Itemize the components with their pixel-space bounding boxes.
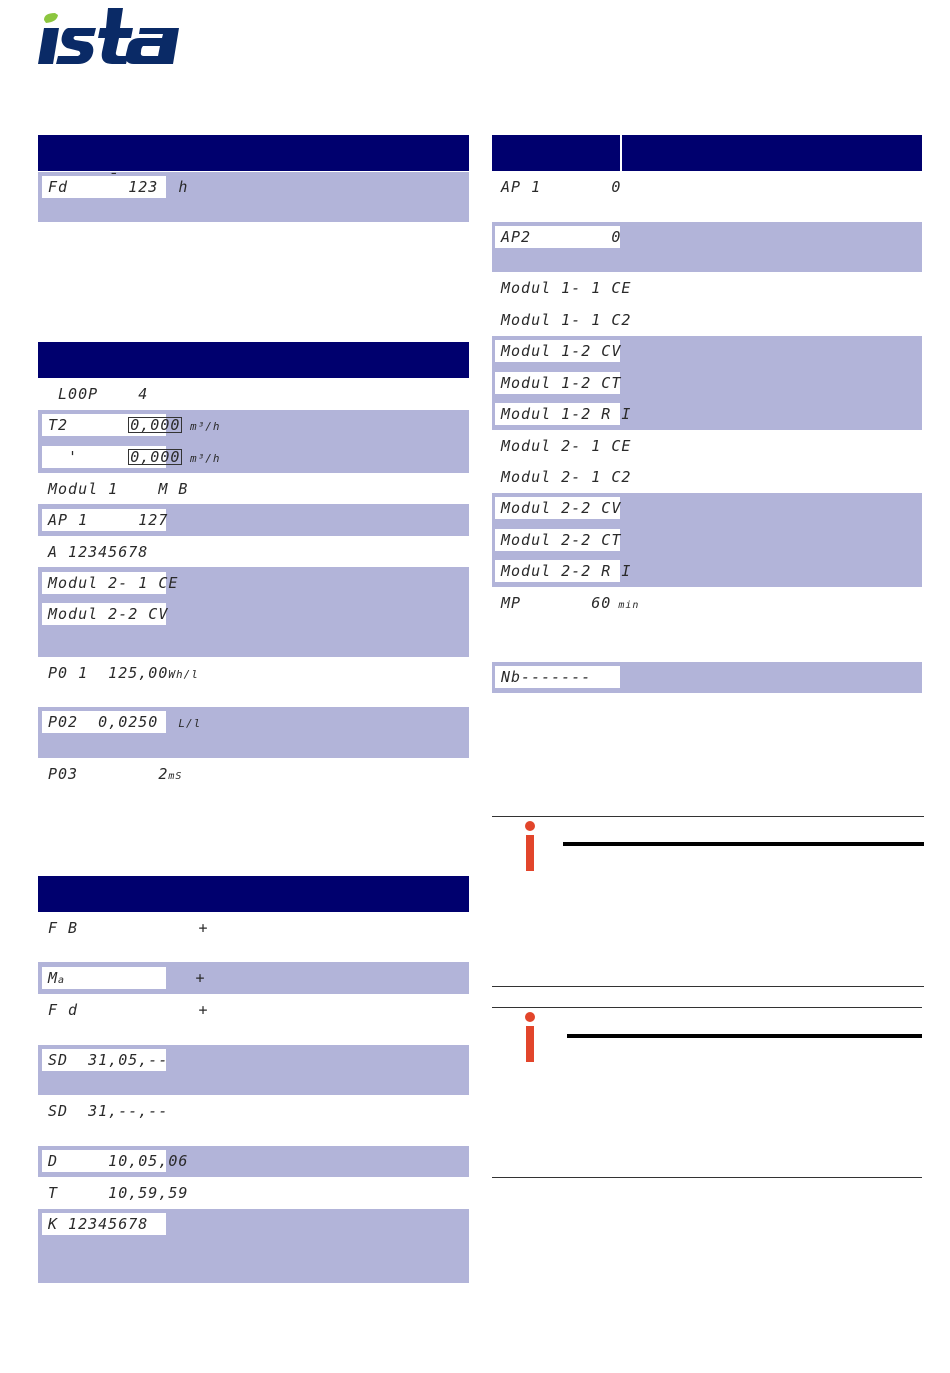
note1-heading-rule bbox=[563, 842, 924, 846]
lcd-text: 123 h bbox=[118, 178, 189, 196]
lcd-r-m12ct: Modul 1-2 CT bbox=[495, 372, 620, 394]
lcd-unit: m³/h bbox=[182, 420, 221, 433]
lcd-r-m22cv: Modul 2-2 CV bbox=[495, 497, 620, 519]
right-table-header-left bbox=[492, 135, 620, 171]
lcd-r-m22ct: Modul 2-2 CT bbox=[495, 529, 620, 551]
table2-header bbox=[38, 342, 469, 378]
lcd-t2-flow bbox=[42, 414, 221, 436]
lcd-r-m12ri: Modul 1-2 R I bbox=[495, 403, 620, 425]
lcd-mark: ¯ bbox=[108, 170, 119, 188]
lcd-fb: F B + bbox=[48, 919, 209, 937]
lcd-sd2: SD 31,--,-- bbox=[48, 1102, 169, 1120]
lcd-unit: mS bbox=[168, 771, 183, 782]
note2-heading-rule bbox=[567, 1034, 922, 1038]
lcd-flow-rate bbox=[42, 446, 221, 468]
lcd-boxed-value: 0,000 bbox=[130, 416, 181, 434]
lcd-r-ap1: AP 1 0 bbox=[501, 178, 622, 196]
lcd-a-number: A 12345678 bbox=[48, 543, 149, 561]
lcd-unit: Wh/l bbox=[168, 668, 199, 681]
lcd-modul1: Modul 1 M B bbox=[48, 480, 189, 498]
note1-bottom-rule bbox=[492, 986, 924, 987]
lcd-po2 bbox=[42, 711, 202, 733]
lcd-text: T2 bbox=[48, 416, 129, 434]
logo-dot-icon bbox=[44, 13, 58, 23]
lcd-text: M bbox=[48, 969, 59, 987]
lcd-r-m22ri: Modul 2-2 R I bbox=[495, 560, 620, 582]
lcd-r-m12cv: Modul 1-2 CV bbox=[495, 340, 620, 362]
lcd-boxed-value: 0,000 bbox=[130, 448, 181, 466]
lcd-text: ' bbox=[48, 448, 129, 466]
note2-bottom-rule bbox=[492, 1177, 922, 1178]
lcd-r-nb: Nb------- bbox=[495, 666, 620, 688]
lcd-text: P0 1 125,00 bbox=[48, 664, 169, 682]
lcd-r-m21ce: Modul 2- 1 CE bbox=[501, 437, 632, 455]
lcd-k-number: K 12345678 bbox=[42, 1213, 166, 1235]
note2-top-rule bbox=[492, 1007, 922, 1008]
ista-logo bbox=[38, 4, 183, 68]
lcd-text: + bbox=[65, 969, 206, 987]
lcd-fd: F d + bbox=[48, 1001, 209, 1019]
lcd-modul22: Modul 2-2 CV bbox=[42, 603, 166, 625]
info-icon bbox=[523, 1012, 537, 1064]
lcd-r-m21c2: Modul 2- 1 C2 bbox=[501, 468, 632, 486]
lcd-r-m11c2: Modul 1- 1 C2 bbox=[501, 311, 632, 329]
lcd-po3 bbox=[42, 763, 183, 785]
lcd-modul21: Modul 2- 1 CE bbox=[42, 572, 166, 594]
info-icon bbox=[523, 821, 537, 873]
lcd-unit: m³/h bbox=[182, 452, 221, 465]
table1-header bbox=[38, 135, 469, 171]
lcd-text: Fd bbox=[48, 178, 109, 196]
lcd-loop: L00P 4 bbox=[48, 385, 149, 403]
lcd-text: P02 0,0250 bbox=[48, 713, 179, 731]
lcd-r-mp bbox=[495, 592, 640, 614]
lcd-ap1: AP 1 127 bbox=[42, 509, 166, 531]
lcd-fd-hours bbox=[42, 170, 189, 198]
lcd-r-ap2: AP2 0 bbox=[495, 226, 620, 248]
logo-wordmark bbox=[38, 8, 179, 64]
lcd-text: P03 2 bbox=[48, 765, 169, 783]
note1-top-rule bbox=[492, 816, 924, 817]
lcd-sub: a bbox=[58, 975, 66, 986]
lcd-unit: min bbox=[611, 600, 640, 611]
lcd-sd1: SD 31,05,-- bbox=[42, 1049, 166, 1071]
lcd-ma bbox=[42, 967, 206, 989]
right-table-header-right bbox=[622, 135, 922, 171]
table3-header bbox=[38, 876, 469, 912]
lcd-unit: L/l bbox=[178, 717, 202, 730]
lcd-r-m11ce: Modul 1- 1 CE bbox=[501, 279, 632, 297]
lcd-po1 bbox=[42, 662, 199, 684]
lcd-text: MP 60 bbox=[501, 594, 612, 612]
lcd-date: D 10,05,06 bbox=[42, 1150, 166, 1172]
lcd-time: T 10,59,59 bbox=[48, 1184, 189, 1202]
